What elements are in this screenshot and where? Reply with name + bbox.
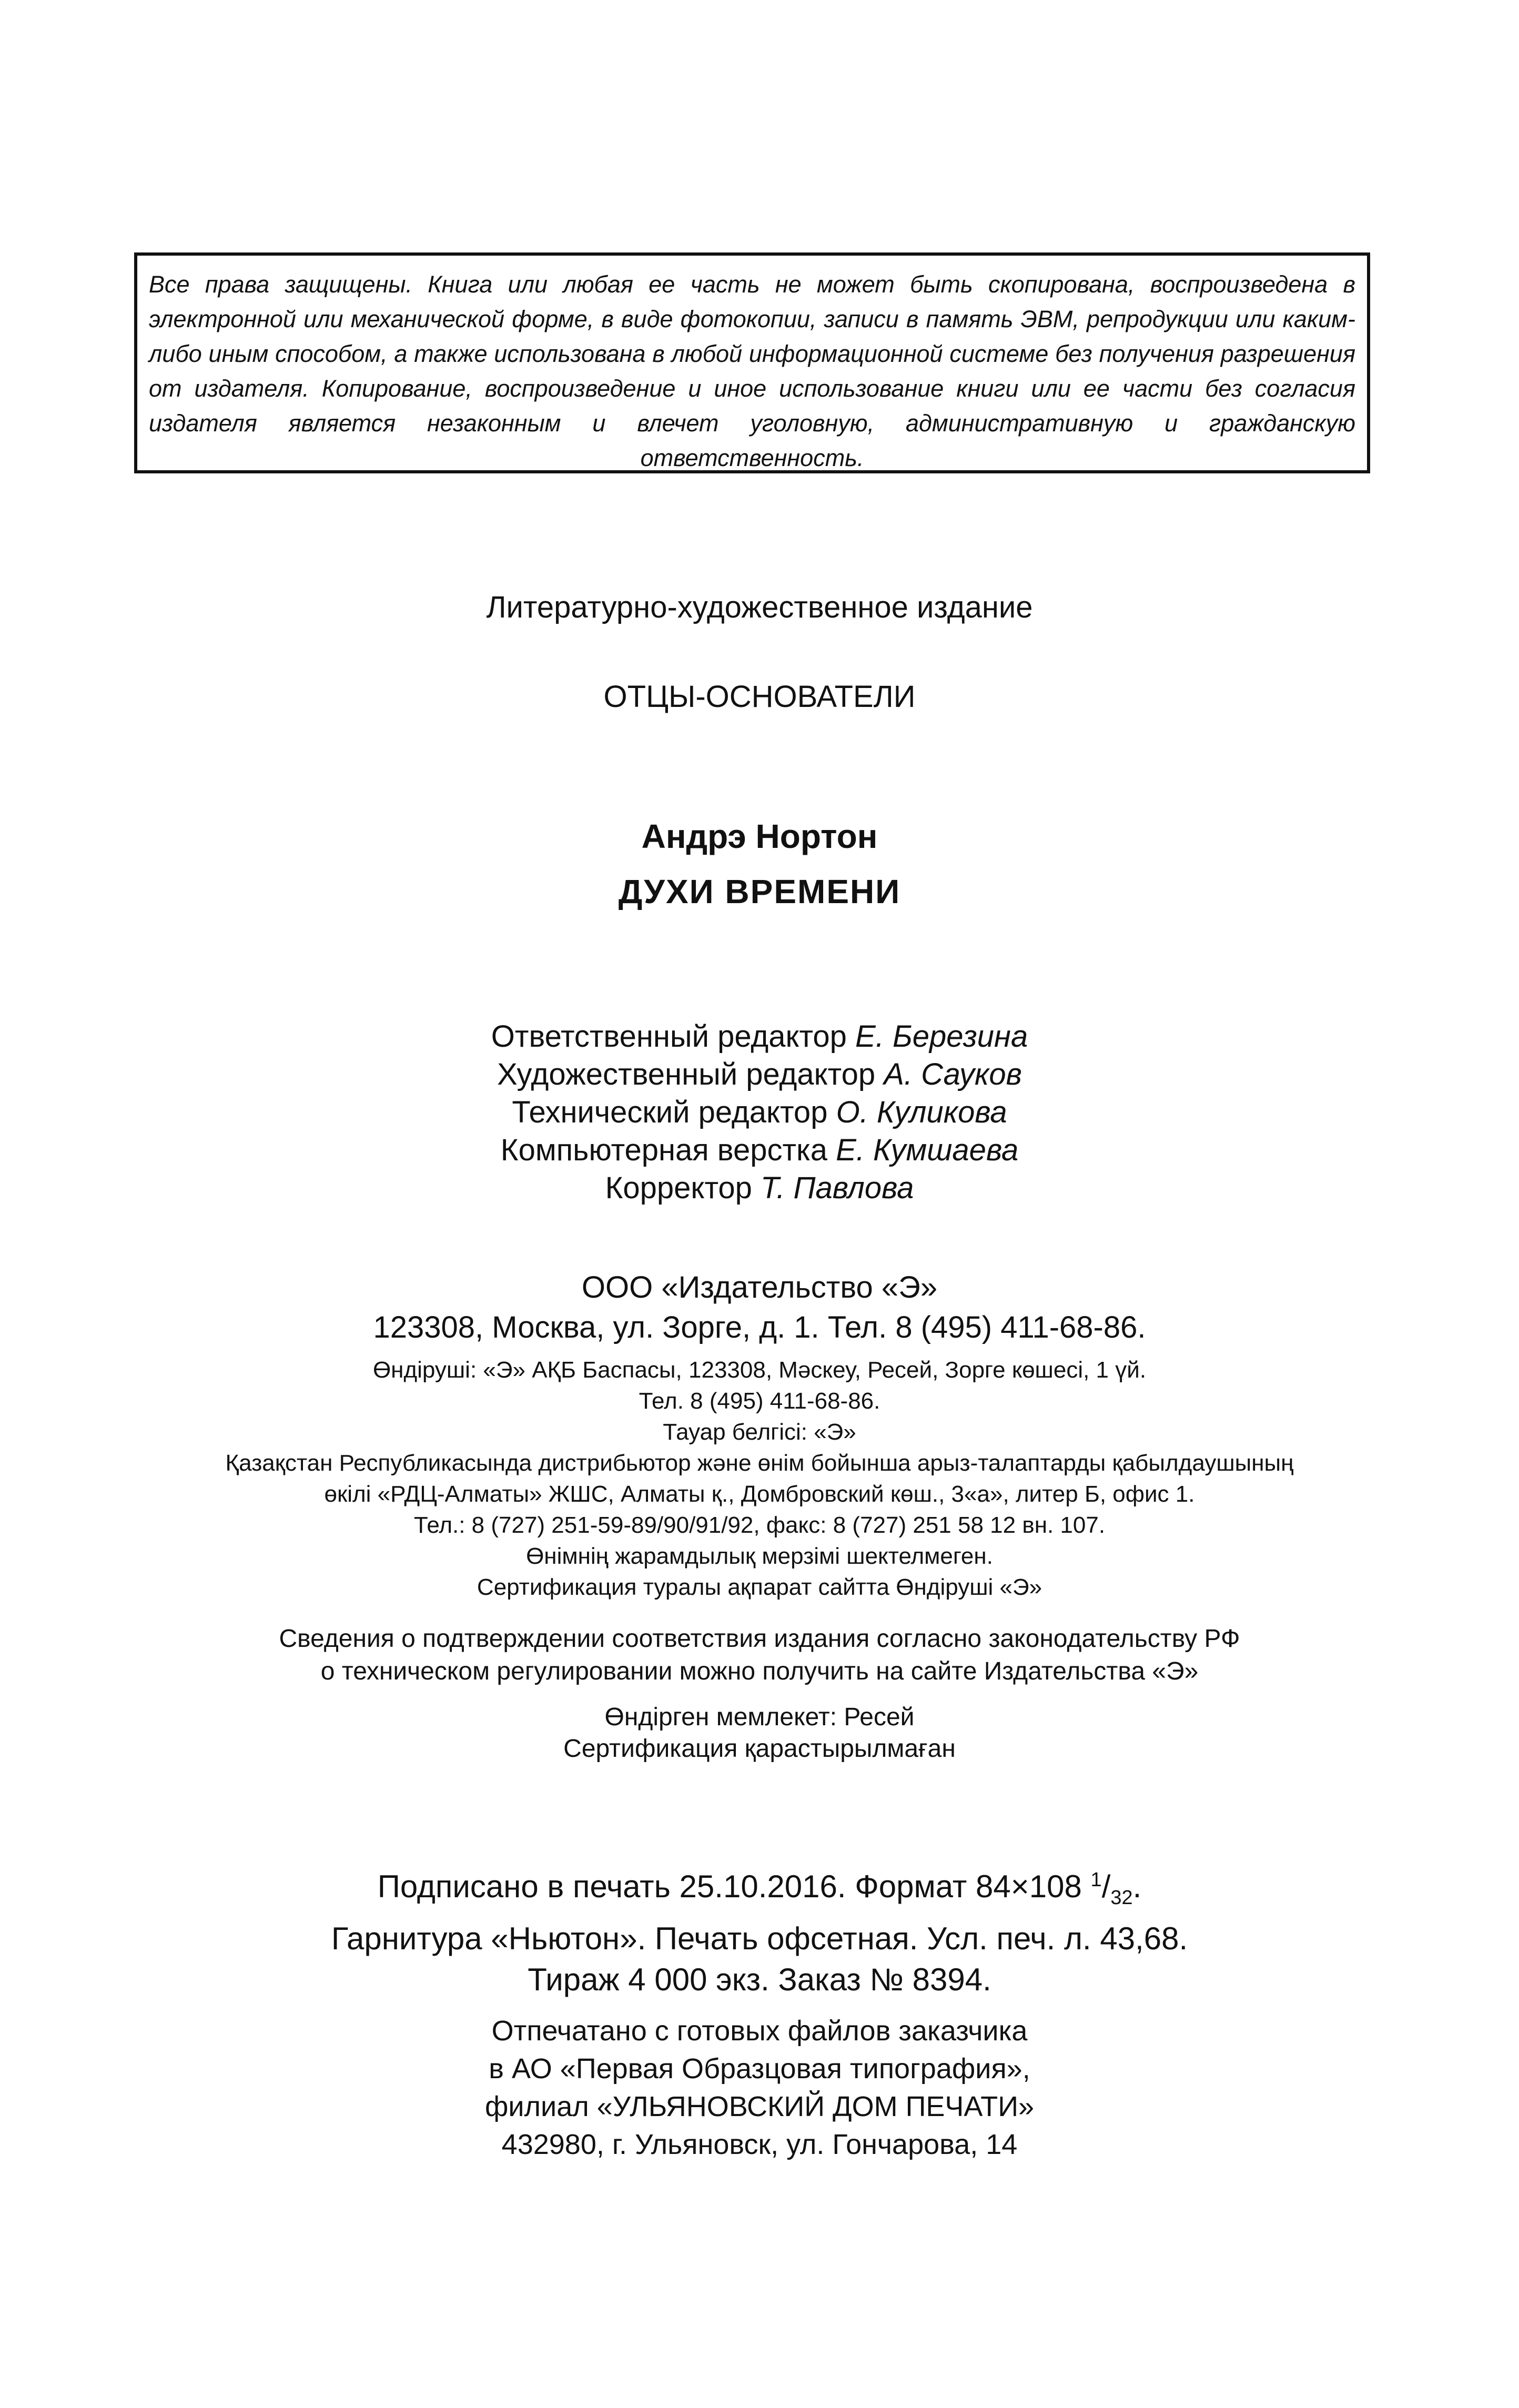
author-name: Андрэ Нортон xyxy=(641,817,878,855)
credit-line xyxy=(0,1056,1519,1094)
compliance-info xyxy=(0,1623,1519,1688)
credit-name: Е. Березина xyxy=(855,1019,1028,1054)
printer-line: в АО «Первая Образцовая типография», xyxy=(489,2053,1030,2085)
compliance-line: о техническом регулировании можно получить на сайте Издательства «Э» xyxy=(320,1657,1199,1685)
credit-line xyxy=(0,1018,1519,1056)
compliance-line: Сведения о подтверждении соответствия издания согласно законодательству РФ xyxy=(279,1625,1240,1653)
print-details xyxy=(0,1859,1519,2000)
credit-role: Ответственный редактор xyxy=(491,1019,847,1054)
credit-role: Художественный редактор xyxy=(497,1057,876,1091)
credit-name: Е. Кумшаева xyxy=(836,1133,1019,1167)
signed-to-print-text: Подписано в печать 25.10.2016. Формат 84×108 xyxy=(377,1869,1091,1904)
publisher-info xyxy=(0,1268,1519,1348)
format-separator: / xyxy=(1101,1869,1111,1904)
book-title: ДУХИ ВРЕМЕНИ xyxy=(618,873,901,910)
copyright-notice-box xyxy=(134,252,1370,473)
print-line-run: Тираж 4 000 экз. Заказ № 8394. xyxy=(528,1962,991,1997)
origin-line: Сертификация қарастырылмаған xyxy=(563,1735,956,1763)
kz-line: Өндіруші: «Э» АҚБ Баспасы, 123308, Мәскеу, Ресей, Зорге көшесі, 1 үй. xyxy=(372,1357,1147,1383)
kz-line: Тауар белгісі: «Э» xyxy=(663,1419,856,1445)
origin-line: Өндірген мемлекет: Ресей xyxy=(604,1703,915,1731)
credit-name: О. Куликова xyxy=(836,1095,1007,1129)
kz-line: Сертификация туралы ақпарат сайтта Өндіруші «Э» xyxy=(477,1574,1042,1600)
credit-line xyxy=(0,1169,1519,1207)
printer-line: 432980, г. Ульяновск, ул. Гончарова, 14 xyxy=(501,2129,1018,2160)
credit-name: Т. Павлова xyxy=(761,1171,914,1205)
origin-info xyxy=(0,1702,1519,1765)
format-numerator: 1 xyxy=(1090,1869,1102,1891)
publisher-address: 123308, Москва, ул. Зорге, д. 1. Тел. 8 (495) 411-68-86. xyxy=(373,1310,1146,1344)
credit-role: Компьютерная верстка xyxy=(500,1133,827,1167)
printer-info xyxy=(0,2012,1519,2163)
credit-role: Технический редактор xyxy=(512,1095,828,1129)
format-denominator: 32 xyxy=(1110,1887,1133,1909)
kz-line: Тел. 8 (495) 411-68-86. xyxy=(639,1388,880,1414)
kz-line: өкілі «РДЦ-Алматы» ЖШС, Алматы қ., Домбровский көш., 3«а», литер Б, офис 1. xyxy=(324,1481,1195,1507)
print-line-format xyxy=(0,1859,1519,1918)
publisher-name: ООО «Издательство «Э» xyxy=(581,1270,938,1304)
credit-line xyxy=(0,1094,1519,1131)
kazakh-distribution-info xyxy=(0,1354,1519,1603)
kz-line: Қазақстан Республикасында дистрибьютор және өнім бойынша арыз-талаптарды қабылдаушының xyxy=(225,1450,1294,1476)
kz-line: Тел.: 8 (727) 251-59-89/90/91/92, факс: 8 (727) 251 58 12 вн. 107. xyxy=(413,1512,1106,1538)
series-title: ОТЦЫ-ОСНОВАТЕЛИ xyxy=(603,680,916,714)
printer-line: Отпечатано с готовых файлов заказчика xyxy=(491,2015,1028,2047)
print-line-typeface: Гарнитура «Ньютон». Печать офсетная. Усл. печ. л. 43,68. xyxy=(331,1921,1188,1956)
credit-role: Корректор xyxy=(605,1171,752,1205)
credit-name: А. Сауков xyxy=(884,1057,1022,1091)
copyright-notice-text: Все права защищены. Книга или любая ее часть не может быть скопирована, воспроизведена в электронной или механической форме, в виде фотокопии, записи в память ЭВМ, репродукции или каким-либо иным способом, а также использована в любой информационной системе без получения разрешения от издателя. Копирование, воспроизведение и иное использование книги или ее части без согласия издателя является незаконным и влечет уголовную, административную и гражданскую ответственность. xyxy=(149,271,1355,471)
kz-line: Өнімнің жарамдылық мерзімі шектелмеген. xyxy=(526,1543,993,1569)
credits-list xyxy=(0,1018,1519,1207)
credit-line xyxy=(0,1131,1519,1169)
format-end: . xyxy=(1132,1869,1142,1904)
printer-line: филиал «УЛЬЯНОВСКИЙ ДОМ ПЕЧАТИ» xyxy=(484,2091,1035,2122)
genre-label: Литературно-художественное издание xyxy=(486,590,1033,624)
